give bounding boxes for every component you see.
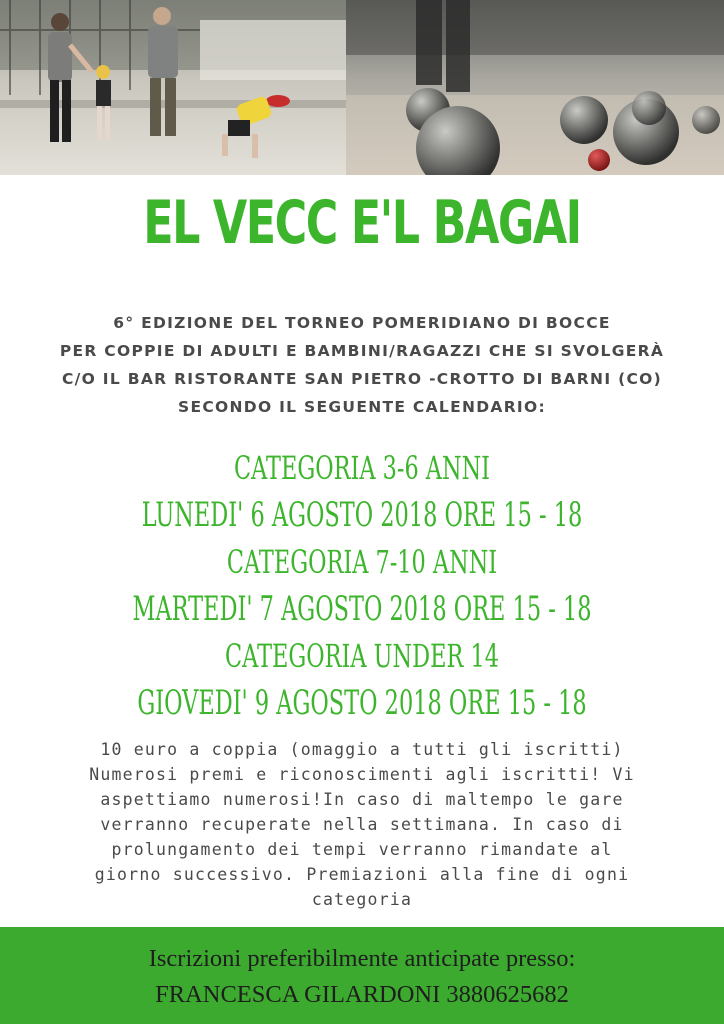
intro-line: SECONDO IL SEGUENTE CALENDARIO: <box>178 398 546 416</box>
photo-bocce-balls <box>346 0 724 175</box>
event-title: EL VECC E'L BAGAI <box>143 188 581 258</box>
intro-line: PER COPPIE DI ADULTI E BAMBINI/RAGAZZI CHE SI SVOLGERÀ <box>59 342 665 360</box>
schedule-date: MARTEDI' 7 AGOSTO 2018 ORE 15 - 18 <box>132 589 592 629</box>
schedule-date: LUNEDI' 6 AGOSTO 2018 ORE 15 - 18 <box>141 495 583 535</box>
intro-line: C/O IL BAR RISTORANTE SAN PIETRO -CROTTO DI BARNI (CO) <box>61 370 662 388</box>
info-text <box>0 737 724 912</box>
schedule-category: CATEGORIA 3-6 ANNI <box>233 449 491 487</box>
info-line: verranno recuperate nella settimana. In caso di <box>100 815 624 834</box>
info-line: prolungamento dei tempi verranno rimandate al <box>111 840 613 859</box>
registration-footer <box>0 927 724 1024</box>
photo-players-bocce-court <box>0 0 346 175</box>
info-line: categoria <box>311 890 413 909</box>
registration-contact: FRANCESCA GILARDONI 3880625682 <box>155 981 569 1008</box>
intro-line: 6° EDIZIONE DEL TORNEO POMERIDIANO DI BOCCE <box>113 314 611 332</box>
info-line: 10 euro a coppia (omaggio a tutti gli iscritti) <box>100 740 624 759</box>
schedule-category: CATEGORIA 7-10 ANNI <box>226 543 498 581</box>
info-line: aspettiamo numerosi!In caso di maltempo le gare <box>100 790 624 809</box>
schedule-date: GIOVEDI' 9 AGOSTO 2018 ORE 15 - 18 <box>137 683 587 723</box>
header-photos <box>0 0 724 175</box>
schedule-category: CATEGORIA UNDER 14 <box>225 637 499 675</box>
schedule <box>0 445 724 727</box>
registration-note: Iscrizioni preferibilmente anticipate presso: <box>148 945 576 972</box>
info-line: giorno successivo. Premiazioni alla fine di ogni <box>94 865 630 884</box>
info-line: Numerosi premi e riconoscimenti agli iscritti! Vi <box>89 765 635 784</box>
intro-text <box>0 309 724 421</box>
